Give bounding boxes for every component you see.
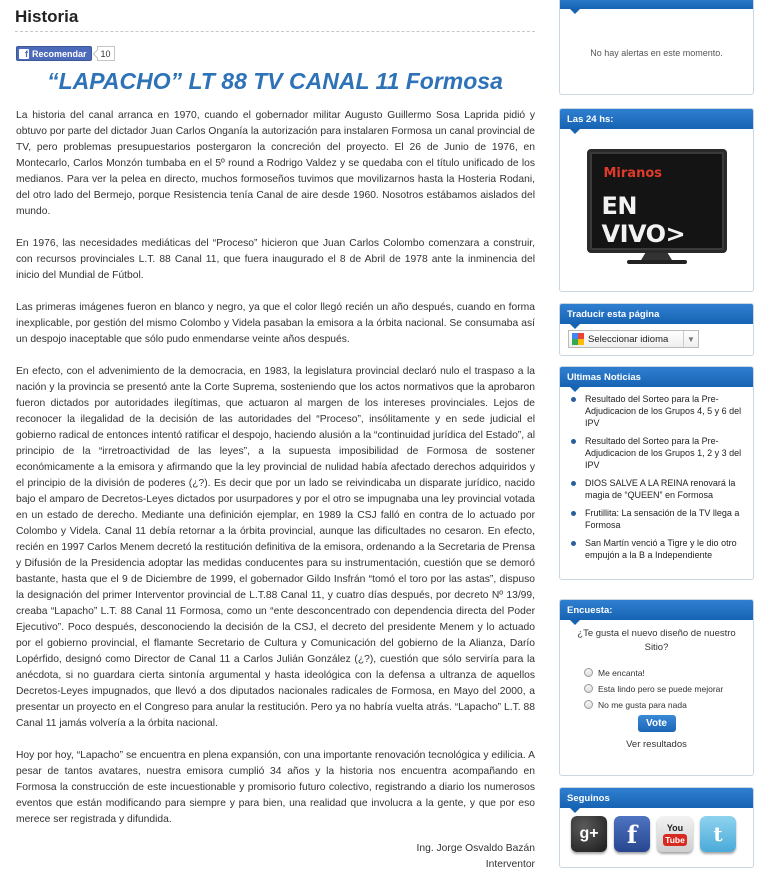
language-select-label: Seleccionar idioma	[588, 333, 669, 345]
social-links	[560, 808, 753, 852]
recommend-label: Recomendar	[32, 48, 87, 59]
poll-question: ¿Te gusta el nuevo diseño de nuestro Sitio?	[577, 628, 736, 653]
page-title: Historia	[15, 7, 79, 26]
youtube-icon[interactable]	[657, 816, 693, 852]
news-item-link[interactable]: Frutillita: La sensación de la TV llega a Formosa	[568, 507, 745, 531]
google-translate-icon	[572, 333, 584, 345]
signature-name: Ing. Jorge Osvaldo Bazán	[416, 843, 535, 854]
article-paragraph: En efecto, con el advenimiento de la democracia, en 1983, la legislatura provincial declaró nulo el traspaso a la nación y la provincia se presentó ante la Corte Suprema, sosteniendo que los actos normativos que la aprobaron fueron dictados por autoridades ilegítimas, que actuaron al margen de los intereses provinciales. Lejos de reconocer la ilegalidad de la decisión de las autoridades del “Proceso”, insólitamente y en sede judicial el gobierno radical de entonces intentó ratificar el despojo, haciendo alusión a la “continuidad jurídica del Estado”, al principio de la “irretroactividad de las leyes”, a la supuesta imposibilidad de Formosa de sostener económicamente a la emisora y afirmando que la ley provincial de nulidad había afectado derechos adquiridos y el principio de la división de poderes (¿?). Es decir que por un lado se reivindicaba un disparate jurídico, nacido bajo el amparo de Decretos-Leyes dictados por usurpadores y por el otro se impugnaba una ley provincial votada en un estado de derecho. Mediante una definición ejemplar, en 1989 la CSJ falló en contra de lo actuado por Colombo y Videla. Canal 11 debía retornar a la órbita provincial, aunque las dificultades no cesaron. En efecto, recién en 1997 Carlos Menem decretó la restitución definitiva de la emisora, ordenando a la Secretaria de Prensa y Difusión de la Presidencia adoptar las medidas conducentes para su instrumentación, cuestión que se demoró bastante, hasta que el 9 de Diciembre de 1999, el gobernador Gildo Insfrán “tomó el toro por las astas”, dispuso la designación del primer Interventor provincial de L.T.88 Canal 11, y cuatro días después, por decreto Nº 13/99, creaba “Lapacho” L.T. 88 Canal 11 Formosa, como un “ente desconcentrado con dependencia directa del Poder Ejecutivo”. Poco después, desconociendo la decisión de la CSJ, el decreto del presidente Menem y lo actuado por el gobierno provincial, el flamante Secretario de Cultura y Comunicación del gobierno de la Alianza, Darío Lopérfido, designó como Director de Canal 11 a Carlos Julián González (¿?), cuestión que sólo serviría para la anécdota, si no guardara cierta sintonía argumental y hasta ideológica con la defensa a ultranza de aquellos Decretos-Leyes impugnados, que llevó a dos diputados nacionales radicales de Formosa, en Mayo del 2000, a presentar un proyecto en el Congreso para anular la restitución. Pero ya no habría vuelta atrás. “Lapacho” L.T. 88 Canal 11 jamás volvería a la órbita nacional.	[16, 366, 535, 729]
poll-option[interactable]	[584, 699, 753, 710]
live-label-en-vivo: EN VIVO>	[601, 192, 686, 248]
poll-option[interactable]	[584, 667, 753, 678]
news-item-link[interactable]: Resultado del Sorteo para la Pre-Adjudicacion de los Grupos 1, 2 y 3 del IPV	[568, 435, 745, 471]
follow-widget-header: Seguinos	[560, 788, 753, 808]
poll-option-label: No me gusta para nada	[598, 699, 687, 710]
news-item-link[interactable]: San Martín venció a Tigre y le dio otro empujón a la B a Independiente	[568, 537, 745, 561]
news-list	[560, 387, 753, 561]
live-tv-banner[interactable]	[587, 149, 727, 267]
article-signature	[16, 841, 535, 873]
news-widget	[559, 366, 754, 580]
facebook-icon[interactable]: f	[614, 816, 650, 852]
tv-base	[627, 260, 687, 264]
poll-widget	[559, 599, 754, 776]
news-item-link[interactable]: Resultado del Sorteo para la Pre-Adjudicacion de los Grupos 4, 5 y 6 del IPV	[568, 393, 745, 429]
follow-widget	[559, 787, 754, 868]
poll-radio[interactable]	[584, 684, 593, 693]
alerts-widget	[559, 0, 754, 95]
twitter-icon[interactable]: t	[700, 816, 736, 852]
live-widget-header: Las 24 hs:	[560, 109, 753, 129]
youtube-label-bottom: Tube	[665, 834, 685, 845]
google-plus-icon[interactable]: g+	[571, 816, 607, 852]
signature-role: Interventor	[485, 859, 535, 870]
vote-button[interactable]: Vote	[638, 715, 676, 732]
article-title: “LAPACHO” LT 88 TV CANAL 11 Formosa	[47, 68, 503, 94]
poll-option[interactable]	[584, 683, 753, 694]
poll-widget-header: Encuesta:	[560, 600, 753, 620]
article-body	[16, 108, 535, 844]
news-item-link[interactable]: DIOS SALVE A LA REINA renovará la magia de “QUEEN” en Formosa	[568, 477, 745, 501]
poll-options	[560, 655, 753, 710]
article-paragraph: Las primeras imágenes fueron en blanco y negro, ya que el color llegó recién un año después, cuando en forma inexplicable, por gestión del mismo Colombo y Videla pasaban la emisora a la órbita nacional. Se consumaba así un despojo inaceptable que sólo pudo enmendarse veinte años después.	[16, 302, 535, 345]
live-widget	[559, 108, 754, 292]
article-paragraph: Hoy por hoy, “Lapacho” se encuentra en plena expansión, con una importante renovación tecnológica y edilicia. A pesar de tantos avatares, nuestra emisora cumplió 34 años y la historia nos encuentra acompañando en Formosa la construcción de este incuestionable y promisorio futuro colectivo, registrando a diario los numerosos eventos que están modificando para siempre y para bien, una realidad que involucra a la gente, y que por eso merece ser registrada y difundida.	[16, 750, 535, 825]
translate-widget	[559, 303, 754, 356]
facebook-like-widget	[16, 46, 115, 61]
tv-icon	[587, 149, 727, 253]
live-label-miranos: Miranos	[603, 166, 662, 181]
recommend-count: 10	[97, 46, 115, 61]
view-results-link[interactable]: Ver resultados	[626, 739, 687, 750]
poll-option-label: Me encanta!	[598, 667, 645, 678]
alerts-widget-header	[560, 0, 753, 9]
facebook-recommend-button[interactable]	[16, 46, 92, 61]
chevron-down-icon: ▼	[683, 331, 698, 347]
language-select[interactable]	[568, 330, 699, 348]
poll-option-label: Esta lindo pero se puede mejorar	[598, 683, 724, 694]
facebook-icon: f	[19, 49, 29, 59]
news-widget-header: Ultimas Noticias	[560, 367, 753, 387]
translate-widget-header: Traducir esta página	[560, 304, 753, 324]
title-divider	[15, 31, 535, 32]
article-paragraph: En 1976, las necesidades mediáticas del “Proceso” hicieron que Juan Carlos Colombo comenzara a construir, con recursos provinciales L.T. 88 Canal 11, que fuera inaugurado el 8 de Abril de 1978 ante la inminencia del inicio del Mundial de Fútbol.	[16, 238, 535, 281]
alerts-message: No hay alertas en este momento.	[590, 48, 723, 58]
youtube-label-top: You	[666, 822, 684, 833]
poll-radio[interactable]	[584, 668, 593, 677]
article-paragraph: La historia del canal arranca en 1970, cuando el gobernador militar Augusto Guillermo Sosa Laprida pidió y obtuvo por parte del dictador Juan Carlos Onganía la autorización para instalaren Formosa un canal provincial de TV, pero problemas presupuestarios postergaron la concreción del proyecto. El 26 de Junio de 1976, en Montecarlo, Carlos Monzón tumbaba en el 5º round a Rodrigo Valdez y se quedaba con el título unificado de los medianos. Para ver la pelea en directo, muchos formoseños tuvimos que movilizarnos hasta la Hosteria Rodani, del otro lado del Bermejo, porque Resistencia tenía Canal de aire desde 1960. Nosotros estábamos aislados del mundo.	[16, 110, 535, 217]
poll-radio[interactable]	[584, 700, 593, 709]
